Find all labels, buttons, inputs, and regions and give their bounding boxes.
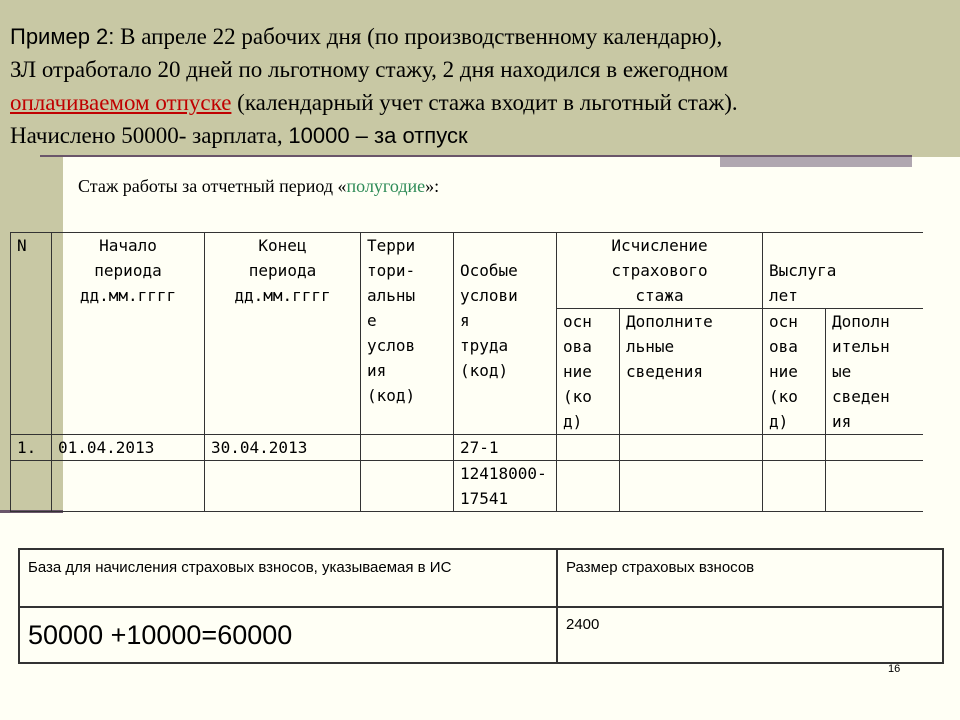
amount-value: 2400 <box>557 607 943 663</box>
table-row <box>11 435 924 461</box>
header-calc-extra: Дополните льные сведения <box>620 309 763 435</box>
header-years-basis: осн ова ние (ко д) <box>763 309 826 435</box>
header-accent-bar <box>720 157 912 167</box>
base-value: 50000 +10000=60000 <box>19 607 557 663</box>
intro-before: Стаж работы за отчетный период « <box>78 176 347 196</box>
row-calc-extra <box>620 461 763 512</box>
contributions-value-row <box>19 607 943 663</box>
header-years-extra: Дополн ительн ые сведен ия <box>826 309 924 435</box>
table-row <box>11 461 924 512</box>
contributions-header-row <box>19 549 943 607</box>
header-start: Начало периода дд.мм.гггг <box>52 233 205 435</box>
example-line3: (календарный учет стажа входит в льготный стаж). <box>231 90 738 115</box>
example-text <box>10 20 955 152</box>
row-years-extra <box>826 461 924 512</box>
header-n: N <box>11 233 52 435</box>
header-years: Выслуга лет <box>763 233 924 309</box>
row-special: 27-1 <box>454 435 557 461</box>
row-years-basis <box>763 435 826 461</box>
page-number: 16 <box>888 663 901 675</box>
row-special: 12418000- 17541 <box>454 461 557 512</box>
row-territorial <box>361 435 454 461</box>
experience-table <box>10 232 923 512</box>
example-label: Пример 2: <box>10 24 115 49</box>
header-calc-basis: осн ова ние (ко д) <box>557 309 620 435</box>
row-calc-extra <box>620 435 763 461</box>
row-end: 30.04.2013 <box>205 435 361 461</box>
example-line4-vacation: 10000 – за отпуск <box>288 123 468 148</box>
intro-period: полугодие <box>346 176 426 196</box>
row-start <box>52 461 205 512</box>
row-n <box>11 461 52 512</box>
contributions-table <box>18 548 944 664</box>
header-territorial: Терри тори- альны е услов ия (код) <box>361 233 454 435</box>
row-years-basis <box>763 461 826 512</box>
row-years-extra <box>826 435 924 461</box>
row-start: 01.04.2013 <box>52 435 205 461</box>
header-special: Особые услови я труда (код) <box>454 233 557 435</box>
row-territorial <box>361 461 454 512</box>
example-line4-salary: Начислено 50000- зарплата, <box>10 123 289 148</box>
table-header-row <box>11 233 924 309</box>
base-header: База для начисления страховых взносов, указываемая в ИС <box>19 549 557 607</box>
intro-text <box>78 176 439 197</box>
row-end <box>205 461 361 512</box>
amount-header: Размер страховых взносов <box>557 549 943 607</box>
header-calc: Исчисление страхового стажа <box>557 233 763 309</box>
example-line1: В апреле 22 рабочих дня (по производственному календарю), <box>114 24 723 49</box>
example-line2: ЗЛ отработало 20 дней по льготному стажу, 2 дня находился в ежегодном <box>10 57 729 82</box>
row-calc-basis <box>557 461 620 512</box>
row-n: 1. <box>11 435 52 461</box>
header-end: Конец периода дд.мм.гггг <box>205 233 361 435</box>
intro-after: »: <box>425 176 440 196</box>
vacation-link[interactable]: оплачиваемом отпуске <box>10 90 232 115</box>
row-calc-basis <box>557 435 620 461</box>
